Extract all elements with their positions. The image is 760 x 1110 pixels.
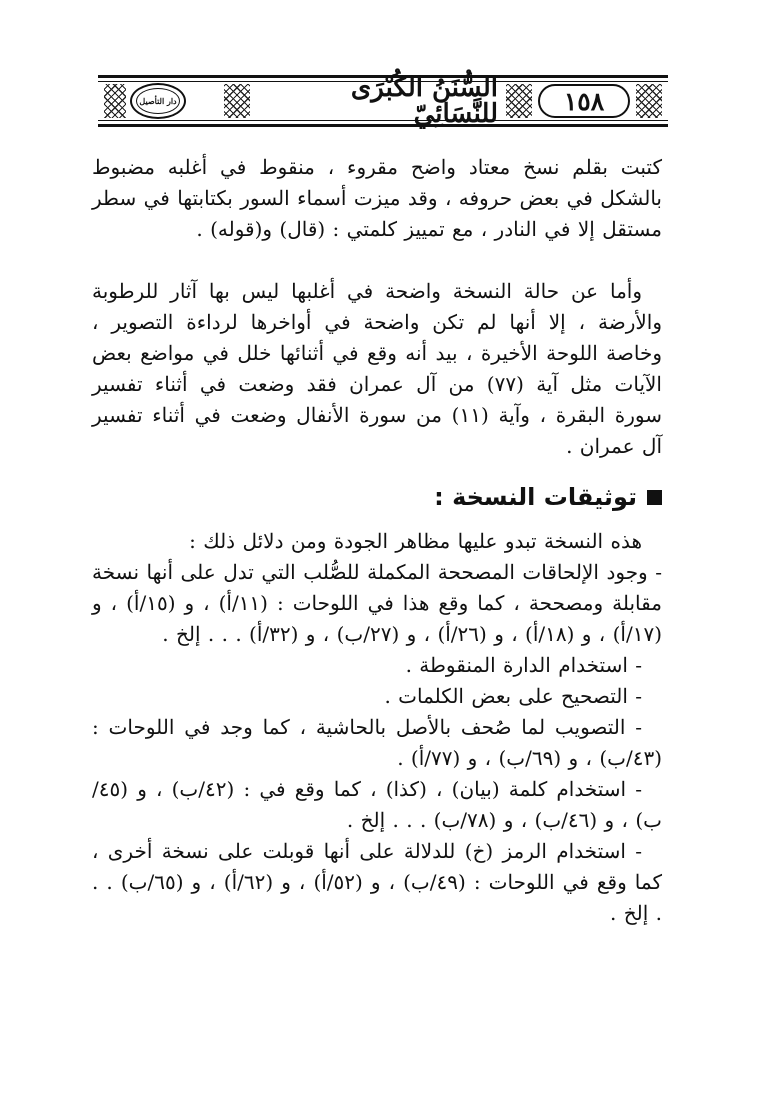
- lattice-ornament-icon: [224, 84, 250, 118]
- publisher-emblem-icon: [130, 83, 186, 119]
- list-item: - وجود الإلحاقات المصححة المكملة للصُّلب التي تدل على أنها نسخة مقابلة ومصححة ، كما وقع هذا في اللوحات : (١١/أ) ، و (١٥/أ) ، و (١٧/أ) ، و (١٨/أ) ، و (٢٦/أ) ، و (٢٧/ب) ، و (٣٢/أ) . . . إلخ .: [92, 560, 662, 646]
- publisher-emblem-text: دار التأصيل: [136, 88, 180, 114]
- evidence-list: [92, 526, 662, 929]
- section-intro: هذه النسخة تبدو عليها مظاهر الجودة ومن دلائل ذلك :: [189, 529, 642, 553]
- lattice-ornament-icon: [104, 84, 126, 118]
- lattice-ornament-icon: [636, 84, 662, 118]
- lattice-ornament-icon: [506, 84, 532, 118]
- list-item: - استخدام الدارة المنقوطة .: [405, 653, 642, 677]
- paragraph-text: وأما عن حالة النسخة واضحة في أغلبها ليس بها آثار للرطوبة والأرضة ، إلا أنها لم تكن واضحة في أواخرها لرداءة التصوير ، وخاصة اللوحة الأخيرة ، بيد أنه وقع في أثنائها خلل في مواضع بعض الآيات مثل آية (٧٧) من آل عمران فقد وضعت في أثناء تفسير سورة البقرة ، وآية (١١) من سورة الأنفال وضعت في أثناء تفسير آل عمران .: [92, 279, 663, 458]
- list-item: - التصويب لما صُحف بالأصل بالحاشية ، كما وجد في اللوحات : (٤٣/ب) ، و (٦٩/ب) ، و (٧٧/أ) .: [92, 715, 662, 770]
- page-number: ١٥٨: [538, 84, 630, 118]
- paragraph-condition: [92, 276, 662, 462]
- bullet-square-icon: [647, 490, 662, 505]
- paragraph-description: [92, 152, 662, 245]
- section-heading-text: توثيقات النسخة :: [434, 483, 637, 511]
- running-header: [98, 75, 668, 127]
- list-item: - التصحيح على بعض الكلمات .: [384, 684, 642, 708]
- section-heading: [92, 480, 662, 514]
- list-item: - استخدام كلمة (بيان) ، (كذا) ، كما وقع في : (٤٢/ب) ، و (٤٥/ب) ، و (٤٦/ب) ، و (٧٨/ب) . . . إلخ .: [92, 777, 662, 832]
- paragraph-text: كتبت بقلم نسخ معتاد واضح مقروء ، منقوط في أغلبه مضبوط بالشكل في بعض حروفه ، وقد ميزت أسماء السور بكتابتها في سطر مستقل إلا في النادر ، مع تمييز كلمتي : (قال) و(قوله) .: [92, 155, 662, 241]
- running-title: السُّنَنُ الكُبْرَى للنَّسَائِيّ: [350, 73, 498, 129]
- list-item: - استخدام الرمز (خ) للدلالة على أنها قوبلت على نسخة أخرى ، كما وقع في اللوحات : (٤٩/ب) ، و (٥٢/أ) ، و (٦٢/أ) ، و (٦٥/ب) . . . إلخ .: [92, 839, 662, 925]
